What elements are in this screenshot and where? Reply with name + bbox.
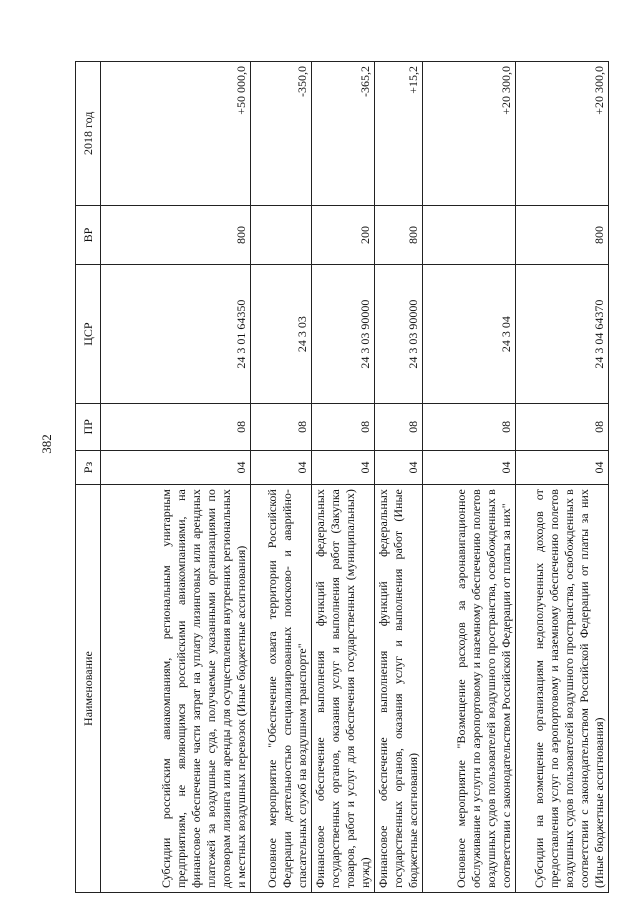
page-number: 382 bbox=[39, 434, 54, 454]
row-rz: 04 bbox=[375, 450, 423, 484]
header-row bbox=[76, 62, 101, 893]
row-name: Финансовое обеспечение выполнения функций федеральных государственных органов, оказания услуг и выполнения работ (Закупка товаров, работ и услуг для обеспечения государственных (муниципальных) нужд) bbox=[312, 485, 375, 893]
row-name: Основное мероприятие "Возмещение расходов за аэронавигационное обслуживание и услуги по аэропортовому и наземному обеспечению полетов воздушных судов пользователей воздушного пространства, освобожденных в соответствии с законодательством Российской Федерации от платы за них" bbox=[423, 485, 516, 893]
table-row bbox=[312, 62, 375, 893]
col-name: Наименование bbox=[76, 485, 101, 893]
row-amount: -365,2 bbox=[312, 62, 375, 206]
row-pr: 08 bbox=[375, 403, 423, 450]
table-row bbox=[516, 62, 609, 893]
budget-table-container bbox=[75, 61, 605, 893]
row-csr: 24 3 04 bbox=[423, 265, 516, 403]
row-vr: 800 bbox=[516, 205, 609, 265]
row-csr: 24 3 03 90000 bbox=[312, 265, 375, 403]
budget-table-main bbox=[75, 61, 609, 893]
col-year: 2018 год bbox=[76, 62, 101, 206]
row-name: Финансовое обеспечение выполнения функций федеральных государственных органов, оказания услуг и выполнения работ (Иные бюджетные ассигнования) bbox=[375, 485, 423, 893]
table-row bbox=[423, 62, 516, 893]
row-pr: 08 bbox=[516, 403, 609, 450]
row-rz: 04 bbox=[516, 450, 609, 484]
table-row bbox=[251, 62, 312, 893]
row-csr: 24 3 03 bbox=[251, 265, 312, 403]
row-amount: +20 300,0 bbox=[423, 62, 516, 206]
row-name: Субсидии на возмещение организациям недополученных доходов от предоставления услуг по аэропортовому и наземному обеспечению полетов воздушных судов пользователей воздушного пространства, освобожденных в соответствии с законодательством Российской Федерации от платы за них (Иные бюджетные ассигнования) bbox=[516, 485, 609, 893]
table-row bbox=[101, 62, 251, 893]
row-amount: +15,2 bbox=[375, 62, 423, 206]
table-row bbox=[375, 62, 423, 893]
row-vr bbox=[423, 205, 516, 265]
row-pr: 08 bbox=[251, 403, 312, 450]
row-amount: +20 300,0 bbox=[516, 62, 609, 206]
row-vr: 800 bbox=[101, 205, 251, 265]
row-pr: 08 bbox=[312, 403, 375, 450]
row-rz: 04 bbox=[312, 450, 375, 484]
row-vr bbox=[251, 205, 312, 265]
row-csr: 24 3 03 90000 bbox=[375, 265, 423, 403]
row-csr: 24 3 01 64350 bbox=[101, 265, 251, 403]
row-vr: 800 bbox=[375, 205, 423, 265]
row-amount: +50 000,0 bbox=[101, 62, 251, 206]
row-pr: 08 bbox=[101, 403, 251, 450]
row-name: Основное мероприятие "Обеспечение охвата территории Российской Федерации деятельностью специализированных поисково- и аварийно-спасательных служб на воздушном транспорте" bbox=[251, 485, 312, 893]
col-pr: ПР bbox=[76, 403, 101, 450]
row-name: Субсидии российским авиакомпаниям, региональным унитарным предприятиям, не являющимся российскими авиакомпаниями, на финансовое обеспечение части затрат на уплату лизинговых или арендных платежей за воздушные суда, получаемые указанными организациями по договорам лизинга или аренды для осуществления внутренних региональных и местных воздушных перевозок (Иные бюджетные ассигнования) bbox=[101, 485, 251, 893]
row-vr: 200 bbox=[312, 205, 375, 265]
col-csr: ЦСР bbox=[76, 265, 101, 403]
col-rz: Рз bbox=[76, 450, 101, 484]
row-rz: 04 bbox=[251, 450, 312, 484]
row-rz: 04 bbox=[423, 450, 516, 484]
col-vr: ВР bbox=[76, 205, 101, 265]
row-amount: -350,0 bbox=[251, 62, 312, 206]
row-pr: 08 bbox=[423, 403, 516, 450]
row-csr: 24 3 04 64370 bbox=[516, 265, 609, 403]
row-rz: 04 bbox=[101, 450, 251, 484]
